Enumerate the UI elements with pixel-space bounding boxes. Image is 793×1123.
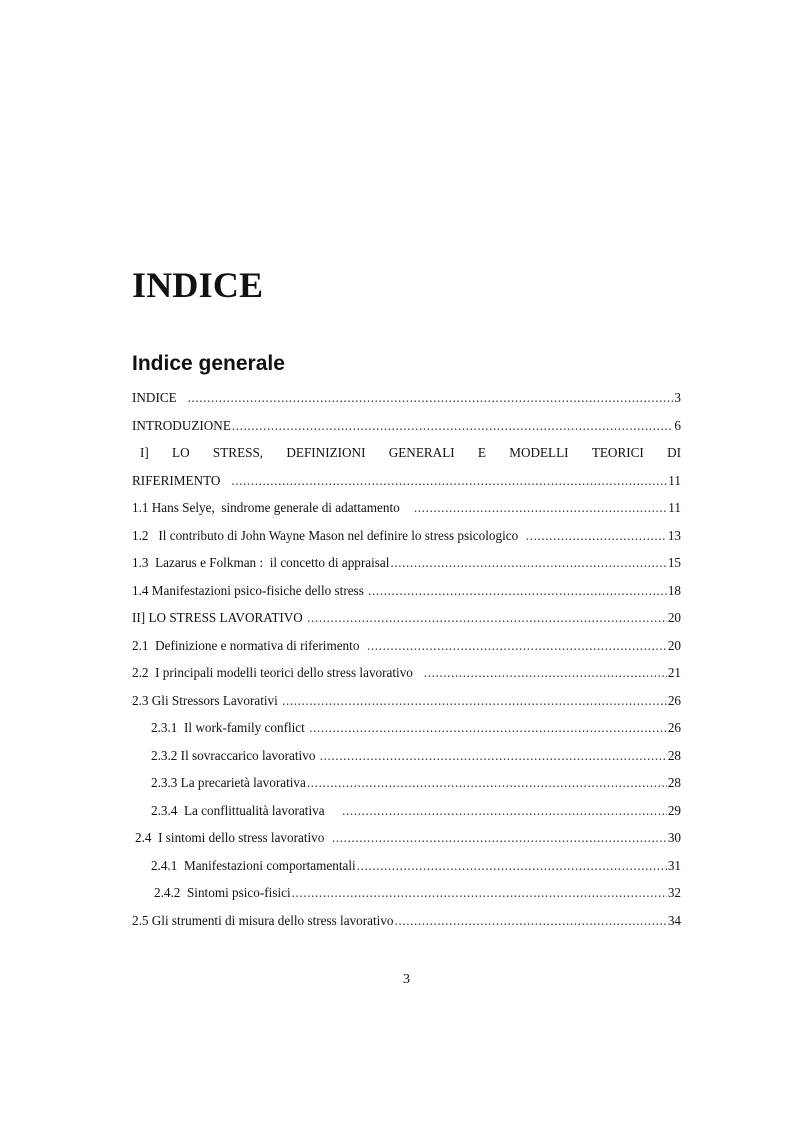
toc-dot-leader [414,494,667,522]
toc-entry-label: 2.3.3 La precarietà lavorativa [151,775,306,790]
toc-entry-label: 1.1 Hans Selye, sindrome generale di adattamento [132,500,413,515]
section-heading: Indice generale [132,352,285,375]
toc-entry-1-4[interactable] [132,577,681,605]
toc-entry-page: 34 [667,912,681,928]
toc-entry-label: II] LO STRESS LAVORATIVO [132,610,307,625]
toc-entry-label: RIFERIMENTO [132,472,231,488]
toc-entry-2-3-2[interactable] [132,742,681,770]
toc-entry-chapter-1-line-1[interactable] [132,439,681,467]
toc-dot-leader [292,879,667,907]
toc-dot-leader [188,384,674,412]
toc-dot-leader [357,852,667,880]
toc-entry-page: 28 [667,747,681,763]
toc-entry-label: INDICE [132,390,187,405]
toc-entry-label: 2.4 I sintomi dello stress lavorativo [135,830,331,845]
toc-entry-indice[interactable] [132,384,681,412]
toc-entry-word: DI [667,445,681,460]
toc-entry-page: 18 [667,582,681,598]
toc-entry-1-1[interactable] [132,494,681,522]
toc-entry-page: 11 [668,472,681,488]
toc-entry-2-3-4[interactable] [132,797,681,825]
toc-entry-label: 1.2 Il contributo di John Wayne Mason nel definire lo stress psicologico [132,527,525,543]
toc-entry-label: 2.5 Gli strumenti di misura dello stress lavorativo [132,912,394,928]
toc-entry-label: 2.2 I principali modelli teorici dello stress lavorativo [132,665,423,680]
toc-entry-word: I] [140,445,149,460]
toc-entry-page: 29 [667,802,681,818]
toc-entry-2-2[interactable] [132,659,681,687]
toc-entry-chapter-2[interactable] [132,604,681,632]
toc-entry-2-3[interactable] [132,687,681,715]
toc-entry-2-1[interactable] [132,632,681,660]
toc-dot-leader [332,824,667,852]
toc-entry-page: 11 [668,500,681,515]
toc-entry-word: STRESS, [212,445,264,460]
toc-entry-label: 1.3 Lazarus e Folkman : il concetto di appraisal [132,555,390,570]
toc-entry-word: TEORICI [591,445,644,460]
toc-entry-word: LO [172,445,190,460]
toc-entry-word: MODELLI [509,445,569,460]
toc-entry-page: 32 [667,885,681,900]
toc-dot-leader [309,714,667,742]
toc-dot-leader [342,797,667,825]
toc-entry-page: 13 [667,527,681,543]
page-title: INDICE [132,265,264,305]
toc-entry-introduzione[interactable] [132,412,681,440]
toc-entry-1-3[interactable] [132,549,681,577]
toc-dot-leader [367,632,667,660]
toc-entry-page: 3 [674,390,681,405]
toc-entry-2-3-3[interactable] [132,769,681,797]
toc-entry-label: 2.4.2 Sintomi psico-fisici [154,885,291,900]
toc-entry-page: 6 [674,417,681,433]
toc-dot-leader [368,577,667,605]
page-number: 3 [403,972,410,987]
toc-entry-chapter-1-line-2[interactable] [132,467,681,495]
toc-entry-2-5[interactable] [132,907,681,935]
toc-dot-leader [390,549,666,577]
toc-entry-1-2[interactable] [132,522,681,550]
toc-dot-leader [526,522,667,550]
toc-dot-leader [231,467,667,495]
toc-entry-2-4-2[interactable] [132,879,681,907]
toc-entry-label: 2.1 Definizione e normativa di riferimento [132,637,367,653]
toc-entry-page: 30 [667,830,681,845]
toc-entry-label: 2.3.1 Il work-family conflict [151,720,309,735]
toc-dot-leader [232,412,674,440]
toc-entry-page: 20 [667,610,681,625]
toc-entry-page: 20 [667,637,681,653]
table-of-contents [132,384,681,934]
toc-entry-page: 15 [667,555,681,570]
toc-dot-leader [395,907,667,935]
toc-dot-leader [307,604,667,632]
toc-entry-word: DEFINIZIONI [286,445,366,460]
toc-entry-page: 26 [667,720,681,735]
toc-entry-label: 2.4.1 Manifestazioni comportamentali [151,857,356,873]
toc-entry-2-4[interactable] [132,824,681,852]
toc-entry-word: E [477,445,486,460]
toc-entry-label: 2.3 Gli Stressors Lavorativi [132,692,282,708]
toc-entry-label: INTRODUZIONE [132,417,231,433]
toc-entry-label: 1.4 Manifestazioni psico-fisiche dello stress [132,582,368,598]
toc-dot-leader [424,659,667,687]
toc-dot-leader [282,687,667,715]
toc-entry-2-4-1[interactable] [132,852,681,880]
toc-entry-page: 28 [667,775,681,790]
toc-entry-2-3-1[interactable] [132,714,681,742]
toc-entry-word: GENERALI [388,445,455,460]
toc-entry-label: 2.3.4 La conflittualità lavorativa [151,802,342,818]
toc-entry-page: 26 [667,692,681,708]
toc-entry-page: 31 [667,857,681,873]
toc-entry-page: 21 [667,665,681,680]
toc-dot-leader [320,742,667,770]
toc-entry-label: 2.3.2 Il sovraccarico lavorativo [151,747,319,763]
toc-dot-leader [307,769,667,797]
